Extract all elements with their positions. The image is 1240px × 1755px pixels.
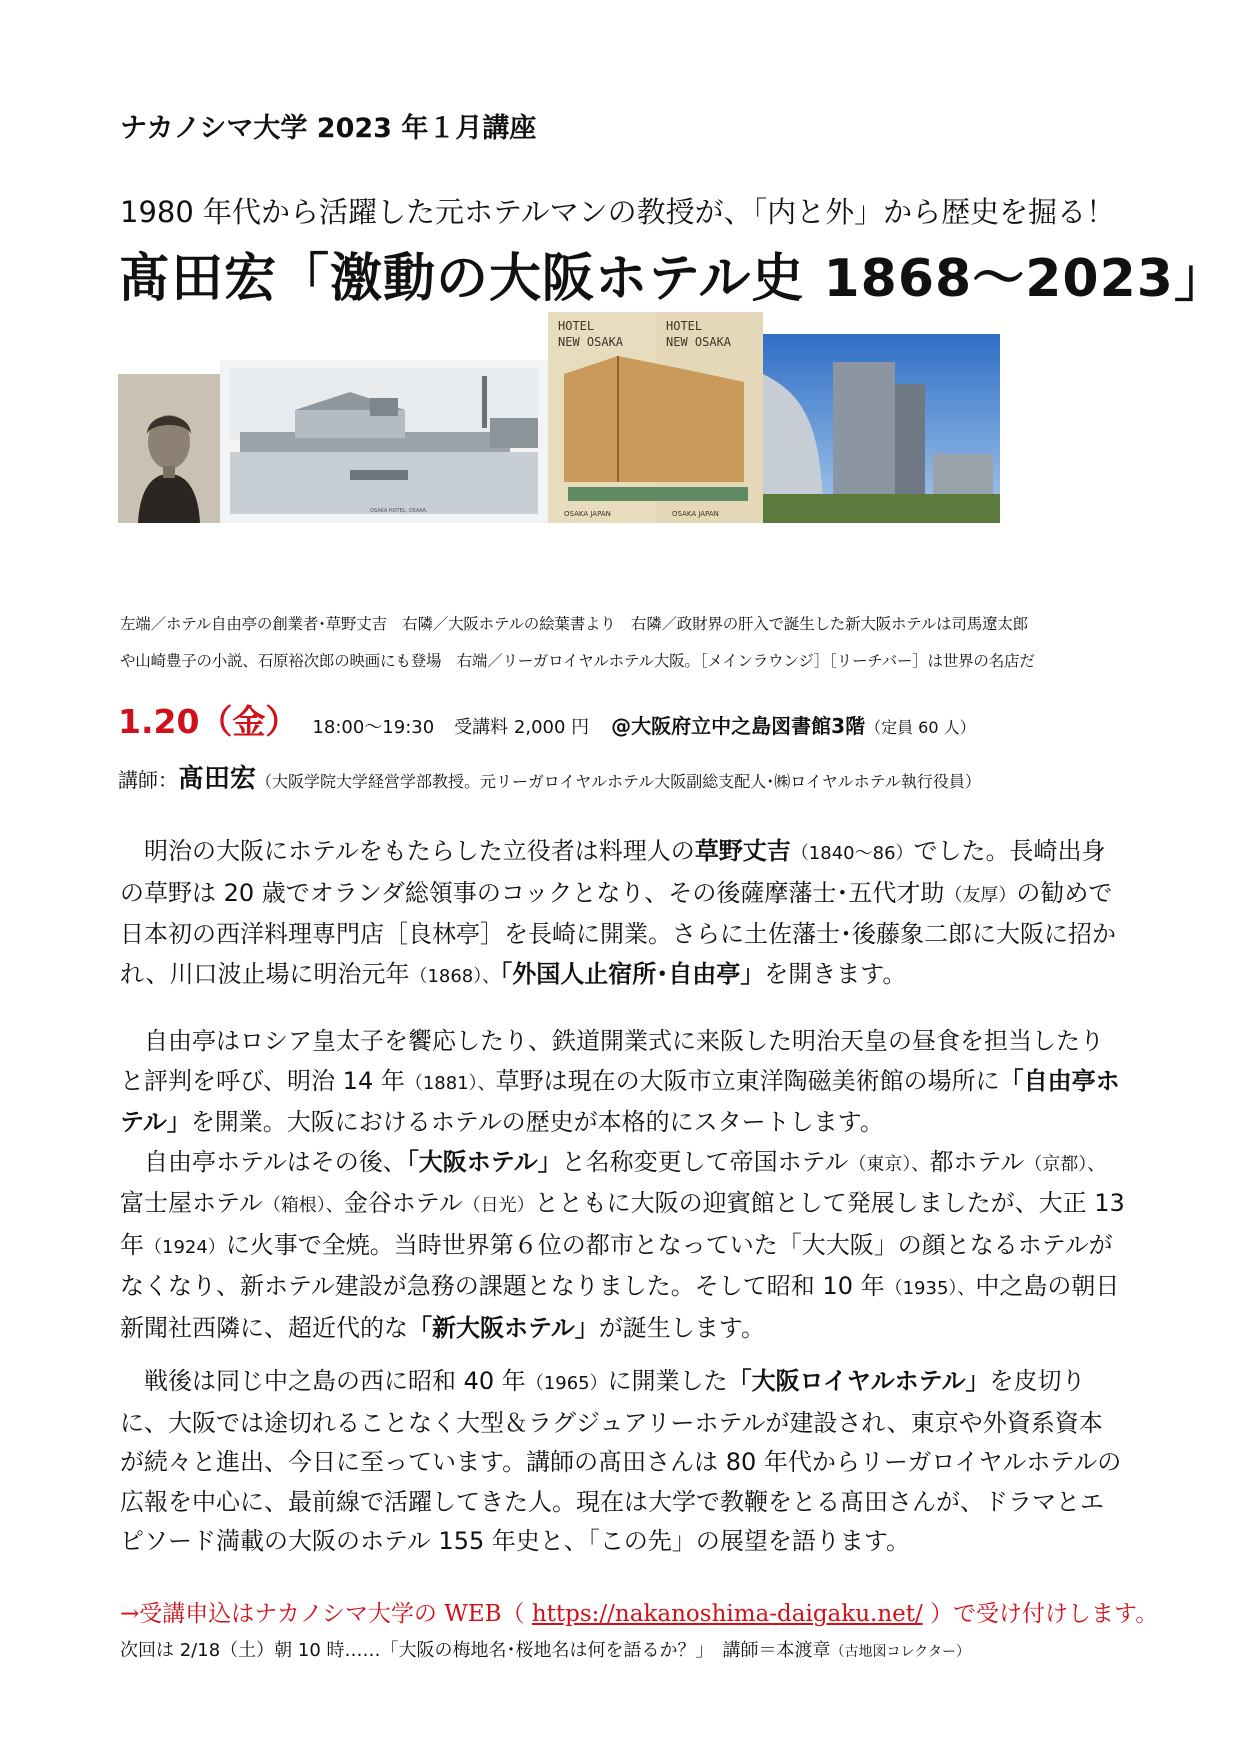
poster-hotel-left: HOTEL [558,319,595,333]
osaka-hotel-postcard [220,360,548,523]
body-paragraph-1: 明治の大阪にホテルをもたらした立役者は料理人の草野丈吉（1840～86）でした。長崎出身の草野は 20 歳でオランダ総領事のコックとなり、その後薩摩藩士･五代才助（友厚）の勧めで日本初の西洋料理専門店［良林亭］を長崎に開業。さらに土佐藩士･後藤象二郎に大阪に招かれ、川口波止場に明治元年（1868）、「外国人止宿所･自由亭」を開きます。 [120,837,1116,988]
new-osaka-hotel-poster [548,312,763,523]
body-paragraph-3: 戦後は同じ中之島の西に昭和 40 年（1965）に開業した「大阪ロイヤルホテル」を皮切りに、大阪では途切れることなく大型＆ラグジュアリーホテルが建設され、東京や外資系資本が続々と進出、今日に至っています。講師の髙田さんは 80 年代からリーガロイヤルホテルの広報を中心に、最前線で活躍してきた人。現在は大学で教鞭をとる髙田さんが、ドラマとエピソード満載の大阪のホテル 155 年史と、「この先」の展望を語ります。 [120,1367,1122,1555]
event-venue: @大阪府立中之島図書館3階 [611,714,866,738]
photo-strip [118,312,1122,585]
series-heading: ナカノシマ大学 2023 年１月講座 [120,113,537,144]
postcard-caption: OSAKA HOTEL, OSAKA. [370,508,428,514]
poster-newosaka-left: NEW OSAKA [558,335,624,349]
next-lecture-notice: 次回は 2/18（土）朝 10 時……「大阪の梅地名･桜地名は何を語るか？」 講師＝本渡章（古地図コレクター） [120,1640,970,1661]
lecturer-profile: （大阪学院大学経営学部教授。元リーガロイヤルホテル大阪副総支配人･㈱ロイヤルホテル執行役員） [256,772,981,791]
lecturer-name: 髙田宏 [178,764,257,794]
application-notice: →受講申込はナカノシマ大学の WEB（ https://nakanoshima-daigaku.net/ ）で受け付けします。 [120,1601,1159,1627]
body-paragraph-2: 自由亭はロシア皇太子を饗応したり、鉄道開業式に来阪した明治天皇の昼食を担当したりと評判を呼び、明治 14 年（1881）、草野は現在の大阪市立東洋陶磁美術館の場所に「自由亭ホテル」を開業。大阪におけるホテルの歴史が本格的にスタートします。 自由亭ホテルはその後、「大阪ホテル」と名称変更して帝国ホテル（東京）、都ホテル（京都）、富士屋ホテル（箱根）、金谷ホテル（日光）とともに大阪の迎賓館として発展しましたが、大正 13 年（1924）に火事で全焼。当時世界第６位の都市となっていた「大大阪」の顔となるホテルがなくなり、新ホテル建設が急務の課題となりました。そして昭和 10 年（1935）、中之島の朝日新聞社西隣に、超近代的な「新大阪ホテル」が誕生します。 [120,1027,1125,1342]
subtitle: 1980 年代から活躍した元ホテルマンの教授が、「内と外」から歴史を掘る！ [120,195,1116,229]
lecturer-label: 講師： [118,768,178,792]
registration-link[interactable]: https://nakanoshima-daigaku.net/ [531,1601,923,1627]
photo-caption-line-2: や山崎豊子の小説、石原裕次郎の映画にも登場 右端／リーガロイヤルホテル大阪。［メインラウンジ］［リーチバー］は世界の名店だ [120,652,1035,670]
event-fee: 受講料 2,000 円 [454,717,590,738]
poster-hotel-right: HOTEL [666,319,703,333]
event-capacity: （定員 60 人） [865,718,976,737]
poster-newosaka-right: NEW OSAKA [666,335,732,349]
poster-osaka-japan-right: OSAKA JAPAN [672,510,719,518]
lecturer-info [118,758,981,795]
page-title: 髙田宏「激動の大阪ホテル史 1868～2023」 [118,249,1227,309]
poster-osaka-japan-left: OSAKA JAPAN [564,510,611,518]
portrait-photo [118,374,220,523]
event-info [118,696,976,743]
photo-caption-line-1: 左端／ホテル自由亭の創業者･草野丈吉 右隣／大阪ホテルの絵葉書より 右隣／政財界の肝入で誕生した新大阪ホテルは司馬遼太郎 [120,615,1028,633]
event-time: 18:00～19:30 [312,717,435,738]
rihga-royal-hotel-photo [763,334,1000,523]
event-date: 1.20（金） [118,702,299,741]
